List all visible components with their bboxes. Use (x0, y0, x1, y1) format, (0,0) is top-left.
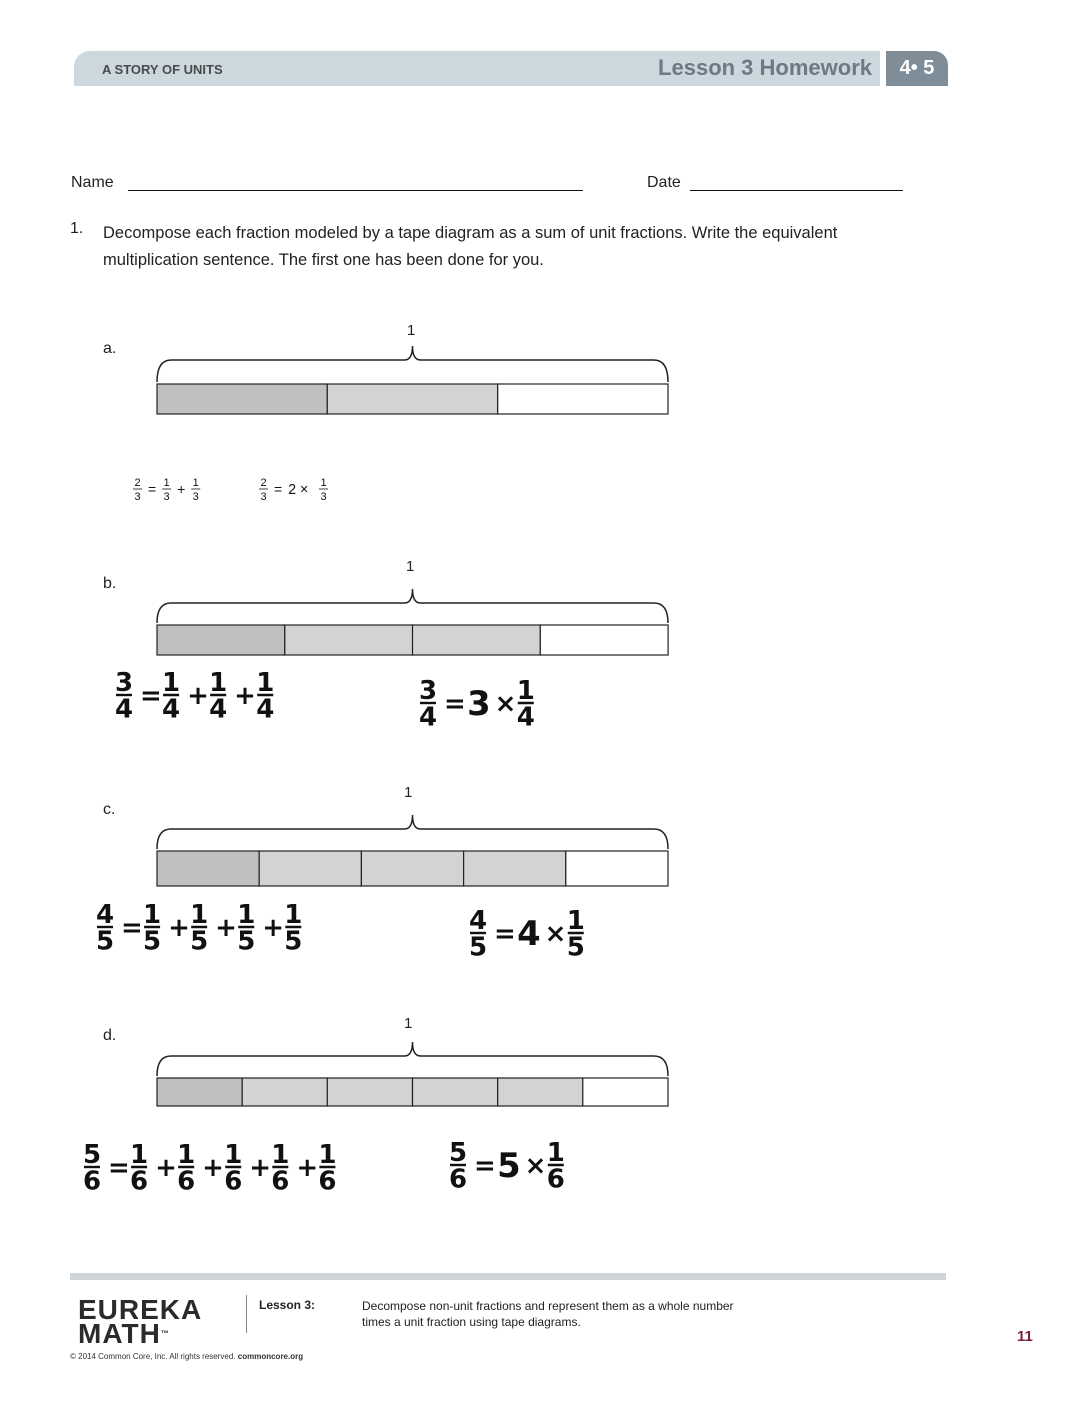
svg-text:6: 6 (318, 1166, 337, 1197)
unshaded-unit-segment (540, 625, 668, 655)
handwritten-sum-3-token (202, 1153, 224, 1183)
svg-text:3: 3 (320, 490, 327, 503)
example-sum-token (148, 481, 156, 497)
whole-brace (157, 589, 668, 623)
shaded-unit-segment (361, 851, 463, 886)
handwritten-sum-2-token (262, 913, 284, 943)
svg-text:4: 4 (418, 702, 438, 733)
svg-text:1: 1 (162, 668, 181, 698)
svg-text:4: 4 (517, 913, 541, 953)
tape-diagram-c (157, 815, 668, 886)
handwritten-product-1-token (444, 689, 466, 719)
example-math (131, 470, 371, 514)
svg-text:1: 1 (209, 668, 228, 698)
svg-text:+: + (249, 1153, 272, 1184)
svg-text:+: + (215, 913, 237, 944)
question-text: Decompose each fraction modeled by a tape diagram as a sum of unit fractions. Write the equivalent multiplication sentence. The first one has been done for you. (103, 224, 838, 269)
svg-text:+: + (296, 1153, 319, 1184)
example-equations (131, 470, 371, 517)
handwritten-sum-3-token (224, 1140, 242, 1197)
handwritten-sum-2-token (215, 913, 237, 943)
handwritten-product-1-token (517, 676, 535, 733)
handwritten-sum-3-token (296, 1153, 318, 1183)
svg-text:=: = (444, 689, 466, 720)
whole-label-d: 1 (404, 1015, 413, 1032)
whole-label-b: 1 (406, 558, 415, 575)
handwritten-sum-1-token (234, 681, 256, 711)
tape-diagram-b (157, 589, 668, 655)
svg-text:+: + (168, 913, 190, 944)
part-label-b: b. (103, 575, 117, 592)
handwritten-sum-2-token (190, 900, 208, 957)
handwritten-product-2-token (517, 914, 541, 953)
series-title: A STORY OF UNITS (102, 62, 223, 77)
svg-text:2: 2 (260, 477, 267, 489)
svg-text:6: 6 (271, 1166, 290, 1197)
part-label-a: a. (103, 340, 117, 357)
copyright: © 2014 Common Core, Inc. All rights reserved. commoncore.org (70, 1352, 304, 1361)
svg-text:=: = (121, 913, 143, 944)
svg-text:1: 1 (130, 1140, 149, 1170)
svg-text:+: + (202, 1153, 224, 1184)
svg-text:4: 4 (516, 702, 535, 733)
svg-text:1: 1 (143, 900, 162, 930)
svg-text:5: 5 (237, 926, 256, 957)
svg-text:5: 5 (143, 926, 162, 957)
svg-text:4: 4 (162, 694, 181, 725)
handwritten-sum-3-token (318, 1140, 336, 1197)
svg-text:4: 4 (468, 906, 488, 936)
part-label-c: c. (103, 801, 116, 818)
lesson-title: Lesson 3 Homework (658, 55, 872, 80)
footer-divider (246, 1295, 247, 1333)
svg-text:6: 6 (448, 1164, 468, 1195)
svg-text:1: 1 (546, 1138, 565, 1168)
svg-text:=: = (140, 681, 162, 712)
footer-bar (70, 1273, 946, 1280)
svg-text:5: 5 (95, 926, 115, 957)
svg-text:+: + (155, 1153, 177, 1184)
handwritten-sum-2-token (284, 900, 302, 957)
tape-diagram-a (157, 346, 668, 414)
svg-text:×: × (494, 689, 517, 720)
handwritten-sum-3-token (130, 1140, 148, 1197)
grade-module-badge: 4• 5 (886, 51, 948, 86)
svg-text:4: 4 (209, 694, 228, 725)
handwritten-sum-3-token (271, 1140, 289, 1197)
svg-text:3: 3 (163, 490, 170, 503)
shaded-unit-segment (498, 1078, 583, 1106)
shaded-unit-segment (242, 1078, 327, 1106)
svg-text:1: 1 (237, 900, 256, 930)
handwritten-product-1-token (495, 689, 517, 719)
svg-text:6: 6 (546, 1164, 565, 1195)
handwritten-product-2-token (469, 906, 487, 963)
handwritten-product-1-token (467, 684, 491, 723)
handwritten-sum-1-token (187, 681, 209, 711)
footer-description: Decompose non-unit fractions and represent them as a whole number times a unit fraction using tape diagrams. (362, 1299, 734, 1329)
unshaded-unit-segment (566, 851, 668, 886)
handwritten-sum-1-token (162, 668, 180, 725)
tape-diagram-d (157, 1042, 668, 1106)
svg-text:4: 4 (256, 694, 275, 725)
svg-text:=: = (274, 480, 283, 497)
svg-text:5: 5 (497, 1145, 521, 1185)
example-sum-token (133, 477, 142, 503)
svg-text:3: 3 (260, 490, 267, 503)
svg-text:1: 1 (284, 900, 303, 930)
svg-text:×: × (524, 1151, 547, 1182)
shaded-unit-segment (413, 625, 541, 655)
svg-text:×: × (544, 919, 567, 950)
svg-text:1: 1 (190, 900, 209, 930)
handwritten-sum-1-token (256, 668, 274, 725)
svg-text:5: 5 (566, 932, 585, 963)
footer-lesson-label: Lesson 3: (259, 1298, 316, 1312)
shaded-unit-segment (157, 384, 327, 414)
handwritten-sum-3-token (249, 1153, 271, 1183)
svg-text:2: 2 (134, 477, 141, 489)
name-label: Name (71, 174, 114, 191)
handwritten-sum-2-token (237, 900, 255, 957)
handwritten-sum-3-token (83, 1140, 101, 1197)
svg-text:5: 5 (190, 926, 209, 957)
svg-text:3: 3 (467, 683, 491, 723)
handwritten-product-3-token (547, 1138, 565, 1195)
svg-text:1: 1 (320, 477, 327, 489)
svg-text:3: 3 (114, 668, 134, 698)
svg-text:1: 1 (163, 477, 170, 489)
svg-text:2 ×: 2 × (288, 482, 309, 499)
svg-text:4: 4 (95, 900, 115, 930)
shaded-unit-segment (464, 851, 566, 886)
whole-label-c: 1 (404, 784, 413, 801)
svg-text:=: = (148, 480, 157, 497)
handwritten-sum-1-token (209, 668, 227, 725)
handwritten-product-3-token (525, 1151, 547, 1181)
handwritten-product-3-token (497, 1146, 521, 1185)
handwritten-product-3-token (449, 1138, 467, 1195)
handwritten-product-2-token (494, 919, 516, 949)
svg-text:3: 3 (192, 490, 199, 503)
handwritten-sum-2-token (143, 900, 161, 957)
example-sum-token (191, 477, 200, 503)
example-product-token (319, 477, 328, 503)
svg-text:5: 5 (82, 1140, 102, 1170)
handwritten-sum-2-token (96, 900, 114, 957)
handwritten-answers (83, 668, 585, 1197)
example-product-token (274, 481, 282, 497)
example-product-token (259, 477, 268, 503)
svg-text:5: 5 (448, 1138, 468, 1168)
handwritten-sum-2-token (168, 913, 190, 943)
whole-brace (157, 815, 668, 849)
example-product-token (288, 482, 308, 498)
svg-text:6: 6 (177, 1166, 196, 1197)
whole-label-a: 1 (407, 322, 416, 339)
svg-text:+: + (187, 681, 209, 712)
date-label: Date (647, 174, 681, 191)
shaded-unit-segment (157, 1078, 242, 1106)
svg-text:3: 3 (418, 676, 438, 706)
svg-text:4: 4 (114, 694, 134, 725)
page-number: 11 (1017, 1328, 1033, 1345)
example-sum-token (177, 481, 185, 497)
svg-text:6: 6 (82, 1166, 102, 1197)
svg-text:+: + (234, 681, 256, 712)
handwritten-sum-3-token (155, 1153, 177, 1183)
svg-text:3: 3 (134, 490, 141, 503)
shaded-unit-segment (327, 1078, 412, 1106)
svg-text:1: 1 (318, 1140, 337, 1170)
whole-brace (157, 1042, 668, 1076)
handwritten-product-2-token (545, 919, 567, 949)
svg-text:5: 5 (468, 932, 488, 963)
unshaded-unit-segment (498, 384, 668, 414)
shaded-unit-segment (285, 625, 413, 655)
handwritten-sum-3-token (108, 1153, 130, 1183)
example-sum-token (162, 477, 171, 503)
handwritten-sum-3-token (177, 1140, 195, 1197)
svg-text:1: 1 (224, 1140, 243, 1170)
svg-text:+: + (177, 480, 186, 497)
handwritten-sum-1-token (140, 681, 162, 711)
whole-brace (157, 346, 668, 382)
svg-text:1: 1 (192, 477, 199, 489)
handwritten-sum-2-token (121, 913, 143, 943)
svg-text:1: 1 (256, 668, 275, 698)
svg-text:=: = (108, 1153, 130, 1184)
svg-text:6: 6 (224, 1166, 243, 1197)
part-label-d: d. (103, 1027, 117, 1044)
svg-text:1: 1 (177, 1140, 196, 1170)
svg-text:+: + (262, 913, 285, 944)
eureka-math-logo: EUREKA MATH™ (78, 1294, 203, 1349)
svg-text:6: 6 (130, 1166, 149, 1197)
handwritten-sum-1-token (115, 668, 133, 725)
shaded-unit-segment (413, 1078, 498, 1106)
question-number: 1. (70, 220, 84, 237)
handwritten-product-2-token (567, 906, 585, 963)
shaded-unit-segment (157, 625, 285, 655)
handwritten-product-1-token (419, 676, 437, 733)
svg-text:=: = (494, 919, 516, 950)
svg-text:1: 1 (566, 906, 585, 936)
svg-text:1: 1 (271, 1140, 290, 1170)
shaded-unit-segment (327, 384, 497, 414)
handwritten-product-3-token (474, 1151, 496, 1181)
shaded-unit-segment (157, 851, 259, 886)
unshaded-unit-segment (583, 1078, 668, 1106)
svg-text:=: = (474, 1151, 496, 1182)
svg-text:5: 5 (284, 926, 303, 957)
shaded-unit-segment (259, 851, 361, 886)
svg-text:1: 1 (516, 676, 535, 706)
